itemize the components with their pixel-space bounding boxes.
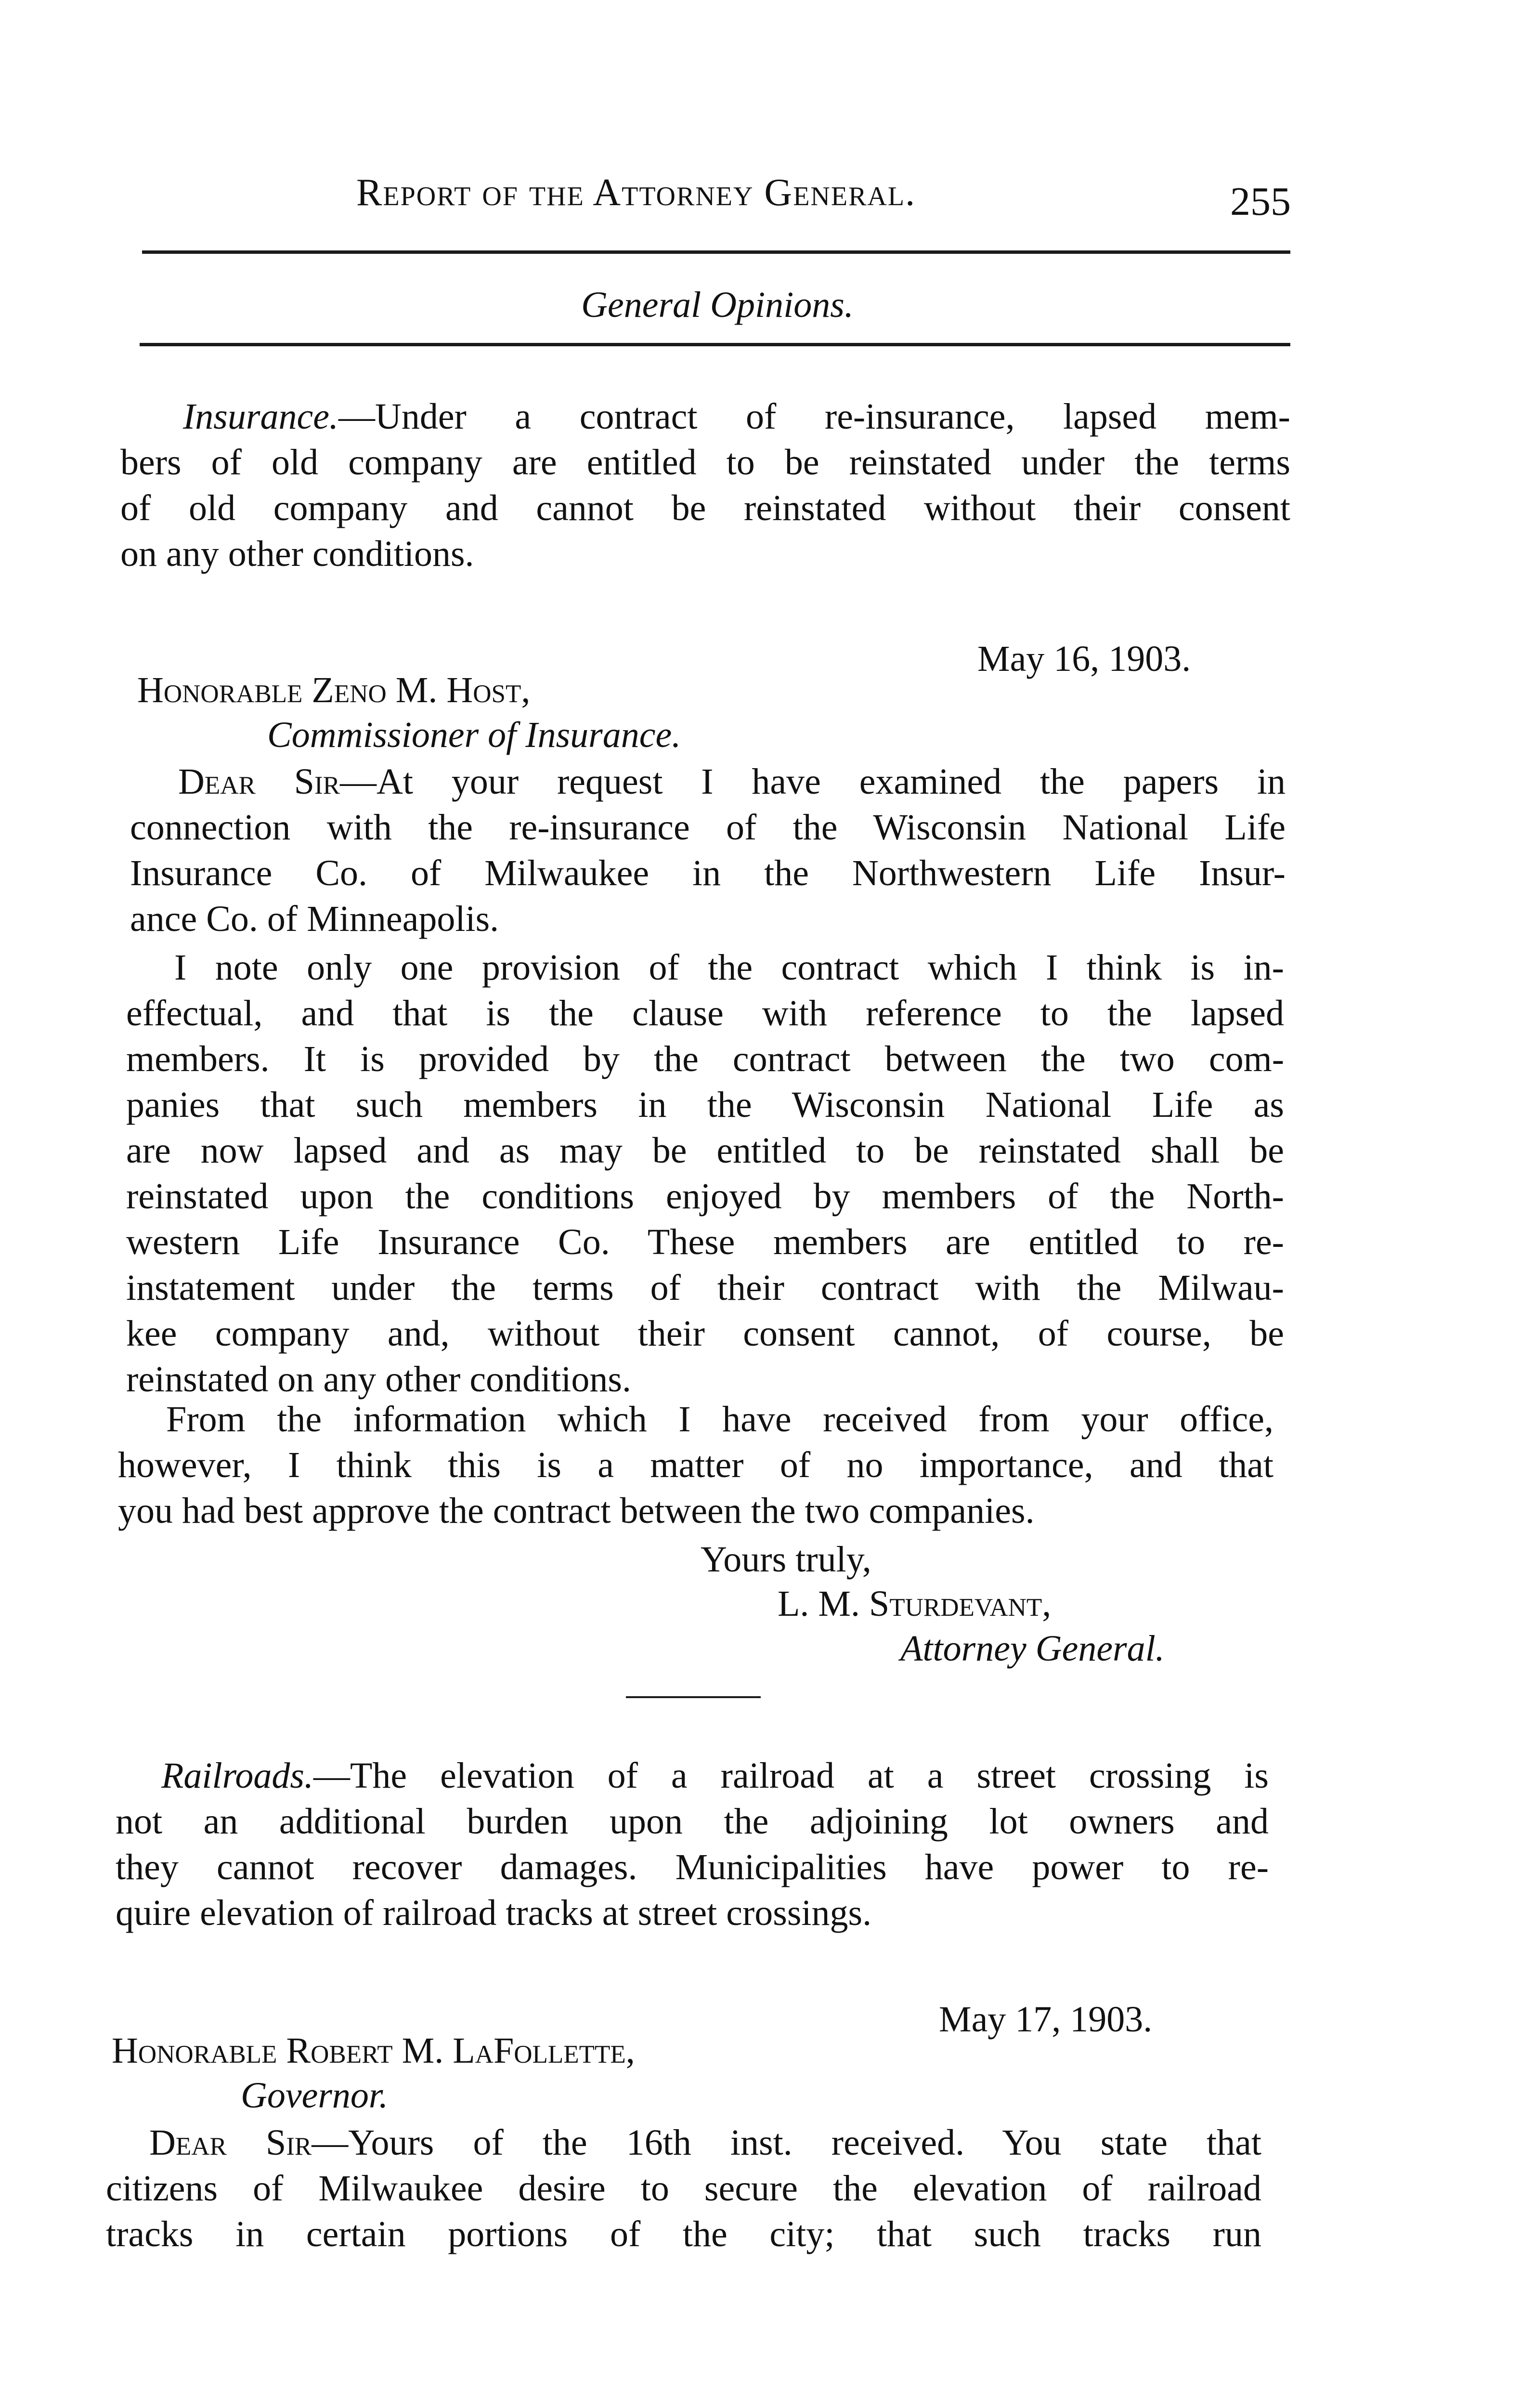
opinion1-text-line: kee company and, without their consent cannot, of course, be [126, 1313, 1284, 1354]
opinion1-paragraph [118, 1397, 1273, 1534]
opinion1-text-line: panies that such members in the Wisconsin National Life as [126, 1085, 1284, 1125]
opinion1-text-line: western Life Insurance Co. These members are entitled to re- [126, 1222, 1284, 1262]
opinion2-headnote-topic: Railroads. [161, 1755, 313, 1796]
opinion1-text-line: ance Co. of Minneapolis. [130, 899, 499, 939]
opinion1-addressee-name: Honorable Zeno M. Host, [137, 670, 531, 710]
opinion2-paragraph [106, 2120, 1261, 2257]
opinion1-salutation: Dear Sir [178, 761, 340, 802]
header-rule-top [142, 250, 1290, 254]
opinion1-paragraph [126, 945, 1284, 1402]
opinion1-text-line: are now lapsed and as may be entitled to be reinstated shall be [126, 1130, 1284, 1171]
opinion1-paragraph [130, 759, 1286, 942]
opinion1-text-line: reinstated upon the conditions enjoyed by members of the North- [126, 1176, 1284, 1217]
opinion1-text-line: reinstated on any other conditions. [126, 1359, 631, 1400]
opinion2-headnote-line: not an additional burden upon the adjoining lot owners and [116, 1801, 1269, 1842]
opinion2-text-line: tracks in certain portions of the city; that such tracks run [106, 2214, 1261, 2254]
opinion1-signer: L. M. Sturdevant, [778, 1584, 1052, 1624]
opinion1-addressee-title: Commissioner of Insurance. [267, 715, 681, 755]
opinion1-headnote-line: bers of old company are entitled to be reinstated under the terms [120, 442, 1290, 483]
opinion1-closing: Yours truly, [701, 1539, 871, 1580]
opinion1-headnote-topic: Insurance. [183, 396, 338, 437]
opinion1-text-line: Insurance Co. of Milwaukee in the Northwestern Life Insur- [130, 853, 1286, 893]
opinion1-headnote-line: on any other conditions. [120, 534, 474, 574]
opinion1-text-line: —At your request I have examined the papers in [340, 761, 1286, 802]
opinion1-text-line: however, I think this is a matter of no importance, and that [118, 1445, 1273, 1485]
opinion1-headnote-line: —Under a contract of re-insurance, lapsed mem- [338, 396, 1290, 437]
opinion1-text-line: I note only one provision of the contract which I think is in- [174, 947, 1284, 988]
opinion1-text-line: connection with the re-insurance of the Wisconsin National Life [130, 807, 1286, 848]
page-number: 255 [1230, 179, 1291, 224]
opinion1-text-line: effectual, and that is the clause with reference to the lapsed [126, 993, 1284, 1034]
opinion2-text-line: citizens of Milwaukee desire to secure the elevation of railroad [106, 2168, 1261, 2209]
opinion1-headnote-line: of old company and cannot be reinstated without their consent [120, 488, 1290, 528]
opinion2-headnote-line: —The elevation of a railroad at a street crossing is [313, 1755, 1269, 1796]
opinion1-date: May 16, 1903. [977, 639, 1191, 679]
opinion2-date: May 17, 1903. [939, 1999, 1153, 2040]
opinion-separator [626, 1696, 761, 1698]
opinion1-text-line: instatement under the terms of their contract with the Milwau- [126, 1268, 1284, 1308]
header-rule-bottom [140, 343, 1290, 346]
opinion2-text-line: —Yours of the 16th inst. received. You state that [312, 2122, 1261, 2163]
section-title: General Opinions. [581, 285, 854, 325]
opinion1-headnote [120, 394, 1290, 577]
opinion2-salutation: Dear Sir [149, 2122, 312, 2163]
opinion1-signer-title: Attorney General. [900, 1628, 1165, 1669]
running-head: Report of the Attorney General. [356, 171, 916, 214]
opinion2-headnote [116, 1753, 1269, 1936]
opinion2-headnote-line: they cannot recover damages. Municipalities have power to re- [116, 1847, 1269, 1887]
opinion2-headnote-line: quire elevation of railroad tracks at street crossings. [116, 1893, 872, 1933]
opinion1-text-line: members. It is provided by the contract between the two com- [126, 1039, 1284, 1079]
opinion2-addressee-name: Honorable Robert M. LaFollette, [112, 2030, 635, 2071]
opinion2-addressee-title: Governor. [241, 2075, 389, 2116]
opinion1-text-line: From the information which I have received from your office, [166, 1399, 1273, 1440]
opinion1-text-line: you had best approve the contract between the two companies. [118, 1491, 1035, 1531]
